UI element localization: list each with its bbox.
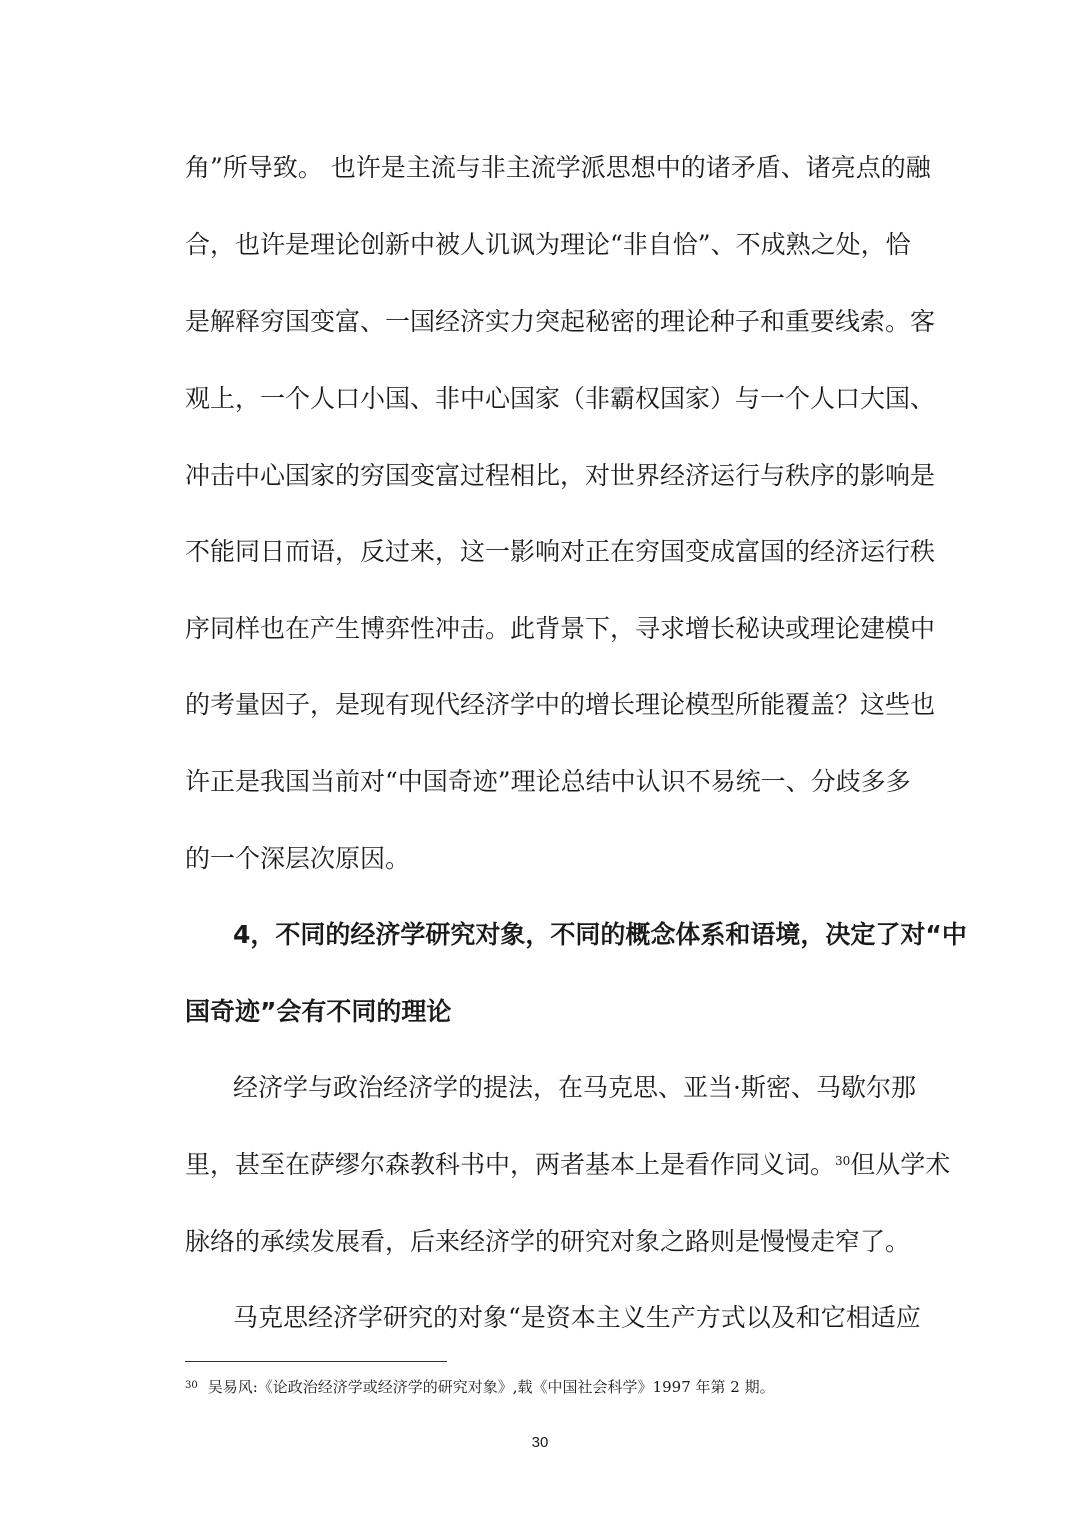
footnote-text: 吴易风:《论政治经济学或经济学的研究对象》,载《中国社会科学》1997 年第 2 期。: [207, 1378, 775, 1396]
page-number: 30: [531, 1434, 549, 1451]
text-line: 经济学与政治经济学的提法，在马克思、亚当·斯密、马歇尔那: [233, 1073, 916, 1102]
text-line: 的一个深层次原因。: [185, 844, 411, 873]
footnote-separator: [185, 1361, 447, 1362]
heading-line: 4，不同的经济学研究对象，不同的概念体系和语境，决定了对“中: [233, 920, 967, 949]
text-line: 是解释穷国变富、一国经济实力突起秘密的理论种子和重要线索。客: [185, 307, 936, 336]
footnote-reference[interactable]: 30: [835, 1154, 851, 1168]
text-line: 脉络的承续发展看，后来经济学的研究对象之路则是慢慢走窄了。: [185, 1227, 911, 1256]
text-segment: 里，甚至在萨缪尔森教科书中，两者基本上是看作同义词。: [185, 1150, 836, 1179]
heading-line: 国奇迹”会有不同的理论: [185, 997, 452, 1026]
text-line: 角”所导致。 也许是主流与非主流学派思想中的诸矛盾、诸亮点的融: [185, 153, 931, 182]
footnote: [185, 1377, 775, 1397]
footnote-number: 30: [185, 1380, 198, 1391]
text-line: 许正是我国当前对“中国奇迹”理论总结中认识不易统一、分歧多多: [185, 767, 911, 796]
text-line: 冲击中心国家的穷国变富过程相比，对世界经济运行与秩序的影响是: [185, 461, 936, 490]
text-line: 不能同日而语，反过来，这一影响对正在穷国变成富国的经济运行秩: [185, 537, 936, 566]
text-segment: 但从学术: [850, 1150, 951, 1179]
text-line: 观上，一个人口小国、非中心国家（非霸权国家）与一个人口大国、: [185, 384, 936, 413]
text-line: 马克思经济学研究的对象“是资本主义生产方式以及和它相适应: [233, 1303, 921, 1332]
text-line: [185, 1148, 951, 1182]
text-line: 合，也许是理论创新中被人讥讽为理论“非自恰”、不成熟之处，恰: [185, 230, 911, 259]
text-line: 序同样也在产生博弈性冲击。此背景下，寻求增长秘诀或理论建模中: [185, 614, 936, 643]
text-line: 的考量因子，是现有现代经济学中的增长理论模型所能覆盖？这些也: [185, 690, 936, 719]
